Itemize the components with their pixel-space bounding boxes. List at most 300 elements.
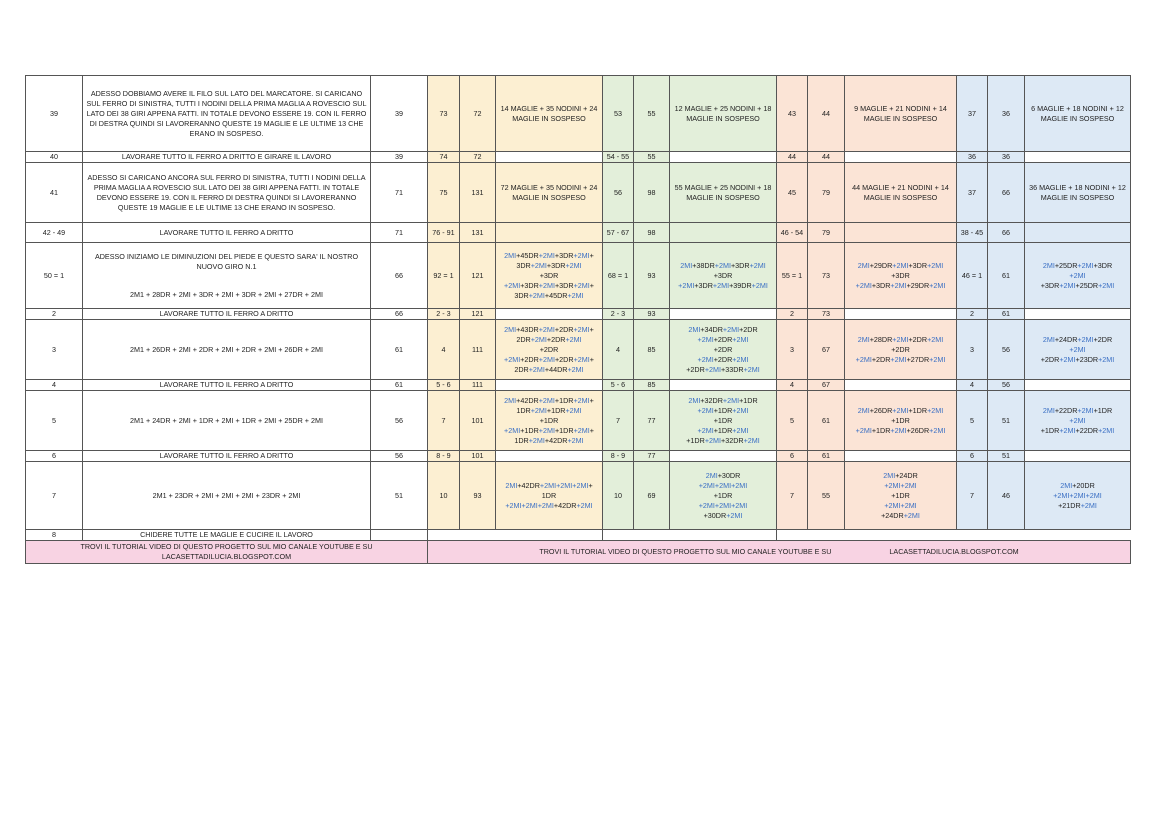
orange-empty-cell bbox=[845, 152, 957, 163]
stitch-token: 1DR bbox=[541, 490, 557, 500]
green-stitch-count: 77 bbox=[634, 391, 670, 451]
stitch-count: 71 bbox=[371, 223, 428, 243]
green-stitch-count: 93 bbox=[634, 309, 670, 320]
increase-token: +2MI bbox=[927, 405, 944, 415]
footer-left bbox=[26, 541, 428, 564]
stitch-token: +44DR bbox=[544, 364, 568, 374]
increase-token: 2MI bbox=[1042, 405, 1055, 415]
stitch-token: +1DR bbox=[891, 490, 910, 500]
stitch-token: +3DR bbox=[871, 280, 891, 290]
increase-token: +2MI bbox=[732, 425, 749, 435]
instruction-text: LAVORARE TUTTO IL FERRO A DRITTO bbox=[159, 227, 294, 237]
instruction-line bbox=[672, 281, 774, 291]
green-row-number: 68 = 1 bbox=[603, 243, 634, 309]
increase-token: +2MI bbox=[538, 280, 555, 290]
instruction-formula: 2M1 + 24DR + 2MI + 1DR + 2MI + 1DR + 2MI + 25DR + 2MI bbox=[130, 415, 323, 425]
green-stitch-count: 98 bbox=[634, 163, 670, 223]
instruction-line bbox=[498, 335, 600, 345]
increase-token: +2MI bbox=[1080, 500, 1097, 510]
footer-right-url: LACASETTADILUCIA.BLOGSPOT.COM bbox=[889, 547, 1019, 556]
increase-token: +2MI bbox=[504, 280, 521, 290]
instruction-line bbox=[847, 471, 954, 481]
instruction-formula: 2M1 + 28DR + 2MI + 3DR + 2MI + 3DR + 2MI + 27DR + 2MI bbox=[130, 289, 323, 299]
blue-instruction bbox=[1025, 223, 1131, 243]
stitch-token: +3DR bbox=[539, 270, 559, 280]
stitch-token: 1DR bbox=[516, 405, 531, 415]
stitch-token: +2DR bbox=[713, 344, 733, 354]
instruction-line bbox=[498, 355, 600, 365]
instruction-line bbox=[1027, 183, 1128, 203]
instruction-line bbox=[498, 406, 600, 416]
increase-token: +2MI bbox=[528, 364, 545, 374]
table-row bbox=[26, 152, 1131, 163]
instruction-line bbox=[498, 104, 600, 124]
orange-empty-cell bbox=[845, 309, 957, 320]
stitch-token: +3DR bbox=[694, 280, 713, 290]
stitch-token: +1DR bbox=[713, 415, 733, 425]
instruction-text: LAVORARE TUTTO IL FERRO A DRITTO bbox=[159, 451, 294, 460]
increase-token: 2MI bbox=[705, 470, 718, 480]
stitch-count: 66 bbox=[371, 309, 428, 320]
stitch-token: +2DR bbox=[554, 354, 574, 364]
blue-stitch-count: 56 bbox=[988, 380, 1025, 391]
instruction-line bbox=[498, 251, 600, 261]
increase-token: +2MI bbox=[714, 260, 731, 270]
green-instruction bbox=[670, 462, 777, 530]
increase-token: +2MI bbox=[538, 324, 555, 334]
stitch-token: 1DR bbox=[514, 435, 529, 445]
stitch-token: 44 MAGLIE + 21 NODINI + 14 MAGLIE IN SOSPESO bbox=[852, 182, 949, 202]
increase-token: +2MI bbox=[900, 480, 917, 490]
instruction-line bbox=[847, 104, 954, 124]
orange-row-number: 3 bbox=[777, 320, 808, 380]
orange-row-number: 44 bbox=[777, 152, 808, 163]
instruction-line bbox=[847, 261, 954, 271]
green-row-number: 10 bbox=[603, 462, 634, 530]
blue-row-number: 37 bbox=[957, 163, 988, 223]
blue-stitch-count: 66 bbox=[988, 223, 1025, 243]
increase-token: +2MI bbox=[732, 334, 749, 344]
stitch-token: +45DR bbox=[544, 290, 568, 300]
instruction-cell bbox=[83, 451, 371, 462]
instruction-text: ADESSO INIZIAMO LE DIMINUZIONI DEL PIEDE E QUESTO SARA' IL NOSTRO NUOVO GIRO N.1 bbox=[94, 251, 359, 271]
yellow-stitch-count: 111 bbox=[460, 380, 496, 391]
instruction-line bbox=[672, 491, 774, 501]
green-instruction bbox=[670, 76, 777, 152]
blue-empty-cell bbox=[1025, 380, 1131, 391]
increase-token: +2MI bbox=[573, 354, 590, 364]
stitch-token: +2DR bbox=[554, 324, 574, 334]
table-row bbox=[26, 243, 1131, 309]
increase-token: +2MI bbox=[505, 500, 522, 510]
increase-token: +2MI bbox=[1059, 425, 1076, 435]
stitch-token: + bbox=[589, 354, 594, 364]
blue-stitch-count: 61 bbox=[988, 309, 1025, 320]
instruction-line bbox=[1027, 426, 1128, 436]
instruction-line bbox=[672, 471, 774, 481]
increase-token: 2MI bbox=[688, 395, 701, 405]
blue-stitch-count: 36 bbox=[988, 76, 1025, 152]
stitch-token: 9 MAGLIE + 21 NODINI + 14 MAGLIE IN SOSPESO bbox=[854, 103, 947, 123]
instruction-line bbox=[847, 426, 954, 436]
blue-row-number: 46 = 1 bbox=[957, 243, 988, 309]
orange-row-number: 45 bbox=[777, 163, 808, 223]
increase-token: +2MI bbox=[726, 510, 743, 520]
blue-empty-cell bbox=[1025, 152, 1131, 163]
yellow-row-number: 8 - 9 bbox=[428, 451, 460, 462]
increase-token: 2MI bbox=[857, 334, 870, 344]
instruction-line bbox=[672, 325, 774, 335]
stitch-token: +42DR bbox=[516, 395, 539, 405]
blue-row-number: 7 bbox=[957, 462, 988, 530]
increase-token: 2MI bbox=[504, 395, 517, 405]
increase-token: +2MI bbox=[538, 425, 555, 435]
increase-token: +2MI bbox=[1085, 490, 1102, 500]
blue-row-number: 3 bbox=[957, 320, 988, 380]
footer-row bbox=[26, 541, 1131, 564]
stitch-token: +2DR bbox=[1093, 334, 1113, 344]
increase-token: +2MI bbox=[1077, 334, 1094, 344]
orange-stitch-count: 44 bbox=[808, 152, 845, 163]
increase-token: +2MI bbox=[573, 425, 590, 435]
blue-stitch-count: 51 bbox=[988, 391, 1025, 451]
instruction-line bbox=[672, 436, 774, 446]
stitch-count: 56 bbox=[371, 391, 428, 451]
instruction-cell bbox=[83, 462, 371, 530]
increase-token: +2MI bbox=[1098, 280, 1115, 290]
stitch-token: +33DR bbox=[721, 364, 744, 374]
green-row-number: 5 - 6 bbox=[603, 380, 634, 391]
increase-token: +2MI bbox=[731, 480, 748, 490]
instruction-line bbox=[672, 396, 774, 406]
instruction-line bbox=[1027, 491, 1128, 501]
orange-row-number: 43 bbox=[777, 76, 808, 152]
table-row bbox=[26, 163, 1131, 223]
blue-instruction bbox=[1025, 243, 1131, 309]
orange-row-number: 4 bbox=[777, 380, 808, 391]
stitch-count: 51 bbox=[371, 462, 428, 530]
stitch-token: +3DR bbox=[713, 270, 733, 280]
instruction-line bbox=[847, 183, 954, 203]
increase-token: +2MI bbox=[573, 395, 590, 405]
instruction-line bbox=[1027, 281, 1128, 291]
increase-token: +2MI bbox=[538, 250, 555, 260]
stitch-token: +3DR bbox=[554, 250, 574, 260]
stitch-token: +2DR bbox=[891, 344, 910, 354]
increase-token: +2MI bbox=[903, 510, 920, 520]
stitch-token: +1DR bbox=[554, 395, 574, 405]
increase-token: +2MI bbox=[929, 280, 946, 290]
knitting-pattern-table bbox=[25, 75, 1131, 564]
table-row bbox=[26, 309, 1131, 320]
stitch-token: +1DR bbox=[908, 405, 928, 415]
instruction-line bbox=[672, 511, 774, 521]
blue-row-number: 38 - 45 bbox=[957, 223, 988, 243]
yellow-empty-cell bbox=[496, 451, 603, 462]
stitch-count: 61 bbox=[371, 380, 428, 391]
blue-instruction bbox=[1025, 391, 1131, 451]
increase-token: +2MI bbox=[732, 405, 749, 415]
instruction-line bbox=[847, 355, 954, 365]
yellow-stitch-count: 131 bbox=[460, 163, 496, 223]
increase-token: +2MI bbox=[892, 405, 909, 415]
increase-token: +2MI bbox=[1059, 354, 1076, 364]
stitch-count: 39 bbox=[371, 76, 428, 152]
green-instruction bbox=[670, 320, 777, 380]
blue-stitch-count: 66 bbox=[988, 163, 1025, 223]
row-number: 42 - 49 bbox=[26, 223, 83, 243]
increase-token: +2MI bbox=[1069, 344, 1086, 354]
stitch-token: 55 MAGLIE + 25 NODINI + 18 MAGLIE IN SOSPESO bbox=[674, 182, 772, 202]
blue-stitch-count: 51 bbox=[988, 451, 1025, 462]
stitch-token: + bbox=[589, 280, 594, 290]
blue-row-number: 5 bbox=[957, 391, 988, 451]
yellow-instruction bbox=[496, 320, 603, 380]
blue-stitch-count: 56 bbox=[988, 320, 1025, 380]
increase-token: +2MI bbox=[538, 354, 555, 364]
stitch-token: +1DR bbox=[871, 425, 891, 435]
increase-token: 2MI bbox=[857, 260, 870, 270]
increase-token: +2MI bbox=[892, 260, 909, 270]
increase-token: +2MI bbox=[1098, 425, 1115, 435]
increase-token: 2MI bbox=[504, 324, 517, 334]
blue-instruction bbox=[1025, 76, 1131, 152]
row-number: 40 bbox=[26, 152, 83, 163]
increase-token: +2MI bbox=[929, 354, 946, 364]
increase-token: +2MI bbox=[722, 395, 740, 405]
orange-stitch-count: 73 bbox=[808, 309, 845, 320]
increase-token: +2MI bbox=[576, 500, 593, 510]
instruction-line bbox=[498, 291, 600, 301]
stitch-count: 61 bbox=[371, 320, 428, 380]
stitch-token: +34DR bbox=[700, 324, 723, 334]
green-row-number: 57 - 67 bbox=[603, 223, 634, 243]
blue-instruction bbox=[1025, 163, 1131, 223]
increase-token: +2MI bbox=[751, 280, 768, 290]
green-stitch-count: 93 bbox=[634, 243, 670, 309]
increase-token: +2MI bbox=[521, 500, 538, 510]
yellow-stitch-count: 111 bbox=[460, 320, 496, 380]
orange-empty-cell bbox=[845, 380, 957, 391]
orange-row-number: 6 bbox=[777, 451, 808, 462]
green-stitch-count: 85 bbox=[634, 380, 670, 391]
stitch-token: +2DR bbox=[1040, 354, 1060, 364]
green-row-number: 2 - 3 bbox=[603, 309, 634, 320]
orange-stitch-count: 61 bbox=[808, 391, 845, 451]
yellow-instruction bbox=[496, 223, 603, 243]
stitch-token: +25DR bbox=[1075, 280, 1099, 290]
empty-cell bbox=[428, 530, 603, 541]
instruction-line bbox=[847, 511, 954, 521]
increase-token: +2MI bbox=[528, 290, 545, 300]
stitch-count bbox=[371, 530, 428, 541]
increase-token: +2MI bbox=[712, 280, 730, 290]
stitch-token: +39DR bbox=[729, 280, 752, 290]
instruction-line bbox=[672, 501, 774, 511]
increase-token: +2MI bbox=[573, 280, 590, 290]
instruction-line bbox=[672, 271, 774, 281]
table-row bbox=[26, 462, 1131, 530]
stitch-token: +20DR bbox=[1072, 480, 1095, 490]
increase-token: +2MI bbox=[855, 425, 872, 435]
green-row-number: 8 - 9 bbox=[603, 451, 634, 462]
stitch-token: +24DR bbox=[895, 470, 918, 480]
green-instruction bbox=[670, 163, 777, 223]
orange-stitch-count: 67 bbox=[808, 320, 845, 380]
blue-stitch-count: 46 bbox=[988, 462, 1025, 530]
instruction-line bbox=[672, 481, 774, 491]
stitch-token: 6 MAGLIE + 18 NODINI + 12 MAGLIE IN SOSPESO bbox=[1031, 103, 1124, 123]
stitch-token: +32DR bbox=[721, 435, 744, 445]
stitch-token: +45DR bbox=[516, 250, 539, 260]
increase-token: +2MI bbox=[890, 425, 907, 435]
stitch-token: +22DR bbox=[1075, 425, 1099, 435]
table-row bbox=[26, 320, 1131, 380]
blue-row-number: 4 bbox=[957, 380, 988, 391]
yellow-row-number: 7 bbox=[428, 391, 460, 451]
instruction-line bbox=[498, 481, 600, 491]
instruction-cell bbox=[83, 163, 371, 223]
stitch-token: +1DR bbox=[1093, 405, 1113, 415]
yellow-instruction bbox=[496, 462, 603, 530]
stitch-token: +24DR bbox=[881, 510, 904, 520]
instruction-line bbox=[672, 416, 774, 426]
row-number: 50 = 1 bbox=[26, 243, 83, 309]
instruction-cell bbox=[83, 320, 371, 380]
blue-empty-cell bbox=[1025, 309, 1131, 320]
stitch-token: +28DR bbox=[869, 334, 893, 344]
increase-token: +2MI bbox=[1077, 260, 1094, 270]
increase-token: 2MI bbox=[688, 324, 701, 334]
stitch-token: +26DR bbox=[869, 405, 893, 415]
stitch-token: +25DR bbox=[1054, 260, 1078, 270]
increase-token: +2MI bbox=[714, 480, 732, 490]
instruction-line bbox=[672, 183, 774, 203]
stitch-token: +42DR bbox=[544, 435, 568, 445]
increase-token: +2MI bbox=[1069, 270, 1086, 280]
orange-row-number: 7 bbox=[777, 462, 808, 530]
instruction-line bbox=[672, 365, 774, 375]
instruction-line bbox=[498, 281, 600, 291]
instruction-line bbox=[847, 501, 954, 511]
stitch-token: +42DR bbox=[517, 480, 540, 490]
instruction-formula: 2M1 + 26DR + 2MI + 2DR + 2MI + 2DR + 2MI + 26DR + 2MI bbox=[130, 344, 323, 354]
instruction-line bbox=[498, 436, 600, 446]
increase-token: +2MI bbox=[565, 260, 582, 270]
stitch-count: 66 bbox=[371, 243, 428, 309]
instruction-line bbox=[847, 481, 954, 491]
increase-token: +2MI bbox=[929, 425, 946, 435]
increase-token: 2MI bbox=[505, 480, 518, 490]
yellow-stitch-count: 131 bbox=[460, 223, 496, 243]
increase-token: +2MI bbox=[556, 480, 573, 490]
footer-right-text: TROVI IL TUTORIAL VIDEO DI QUESTO PROGETTO SUL MIO CANALE YOUTUBE E SU bbox=[539, 547, 832, 556]
instruction-line bbox=[498, 416, 600, 426]
instruction-line bbox=[498, 325, 600, 335]
instruction-line bbox=[672, 104, 774, 124]
increase-token: +2MI bbox=[567, 364, 584, 374]
increase-token: +2MI bbox=[884, 500, 901, 510]
stitch-token: +21DR bbox=[1058, 500, 1081, 510]
yellow-stitch-count: 121 bbox=[460, 309, 496, 320]
stitch-token: +42DR bbox=[553, 500, 577, 510]
increase-token: +2MI bbox=[698, 480, 715, 490]
yellow-row-number: 4 bbox=[428, 320, 460, 380]
instruction-text: ADESSO DOBBIAMO AVERE IL FILO SUL LATO DEL MARCATORE. SI CARICANO SUL FERRO DI SINISTRA, TUTTI I NODINI DELLA PRIMA MAGLIA A ROVESCIO SUL LATO DEI 38 GIRI APPENA FATTI. IN TOTALE DEVONO ESSERE 19. CON IL FERRO DI DESTRA QUINDI SI LAVORERANNO QUESTE 19 MAGLIE E LE ULTIME 13 CHE ERANO IN SOSPESO. bbox=[86, 88, 367, 138]
instruction-line bbox=[498, 183, 600, 203]
instruction-line bbox=[672, 426, 774, 436]
yellow-instruction bbox=[496, 163, 603, 223]
stitch-token: +24DR bbox=[1054, 334, 1078, 344]
stitch-token: +1DR bbox=[686, 435, 705, 445]
row-number: 8 bbox=[26, 530, 83, 541]
green-empty-cell bbox=[670, 380, 777, 391]
row-number: 4 bbox=[26, 380, 83, 391]
row-number: 5 bbox=[26, 391, 83, 451]
increase-token: +2MI bbox=[565, 334, 582, 344]
orange-row-number: 5 bbox=[777, 391, 808, 451]
orange-stitch-count: 79 bbox=[808, 163, 845, 223]
row-number: 6 bbox=[26, 451, 83, 462]
increase-token: 2MI bbox=[1042, 260, 1055, 270]
increase-token: +2MI bbox=[743, 435, 760, 445]
stitch-token: +2DR bbox=[686, 364, 705, 374]
table-row bbox=[26, 451, 1131, 462]
footer-left-line2: LACASETTADILUCIA.BLOGSPOT.COM bbox=[161, 552, 292, 561]
instruction-cell bbox=[83, 243, 371, 309]
yellow-stitch-count: 72 bbox=[460, 152, 496, 163]
increase-token: +2MI bbox=[1053, 490, 1070, 500]
increase-token: +2MI bbox=[537, 500, 554, 510]
green-empty-cell bbox=[670, 309, 777, 320]
increase-token: +2MI bbox=[698, 500, 715, 510]
orange-stitch-count: 79 bbox=[808, 223, 845, 243]
orange-row-number: 2 bbox=[777, 309, 808, 320]
stitch-token: +3DR bbox=[1040, 280, 1060, 290]
instruction-text: LAVORARE TUTTO IL FERRO A DRITTO E GIRARE IL LAVORO bbox=[121, 152, 332, 161]
stitch-token: +2DR bbox=[871, 354, 891, 364]
increase-token: +2MI bbox=[528, 435, 545, 445]
instruction-line bbox=[847, 281, 954, 291]
instruction-line bbox=[498, 271, 600, 281]
blue-row-number: 37 bbox=[957, 76, 988, 152]
blue-row-number: 6 bbox=[957, 451, 988, 462]
yellow-row-number: 76 - 91 bbox=[428, 223, 460, 243]
orange-stitch-count: 67 bbox=[808, 380, 845, 391]
stitch-token: +32DR bbox=[700, 395, 723, 405]
increase-token: +2MI bbox=[1069, 490, 1086, 500]
stitch-token: 3DR bbox=[514, 290, 529, 300]
stitch-token: +2DR bbox=[908, 334, 928, 344]
increase-token: 2MI bbox=[1042, 334, 1055, 344]
increase-token: +2MI bbox=[530, 260, 547, 270]
increase-token: 2MI bbox=[883, 470, 896, 480]
stitch-token: +1DR bbox=[891, 415, 910, 425]
stitch-token: +29DR bbox=[869, 260, 893, 270]
increase-token: +2MI bbox=[714, 500, 732, 510]
table-row bbox=[26, 530, 1131, 541]
increase-token: +2MI bbox=[697, 354, 714, 364]
increase-token: +2MI bbox=[890, 354, 907, 364]
orange-stitch-count: 44 bbox=[808, 76, 845, 152]
increase-token: +2MI bbox=[567, 435, 584, 445]
increase-token: +2MI bbox=[749, 260, 766, 270]
instruction-cell bbox=[83, 223, 371, 243]
instruction-line bbox=[1027, 345, 1128, 355]
instruction-line bbox=[498, 365, 600, 375]
stitch-token: 72 MAGLIE + 35 NODINI + 24 MAGLIE IN SOSPESO bbox=[500, 182, 598, 202]
stitch-token: +38DR bbox=[692, 260, 715, 270]
